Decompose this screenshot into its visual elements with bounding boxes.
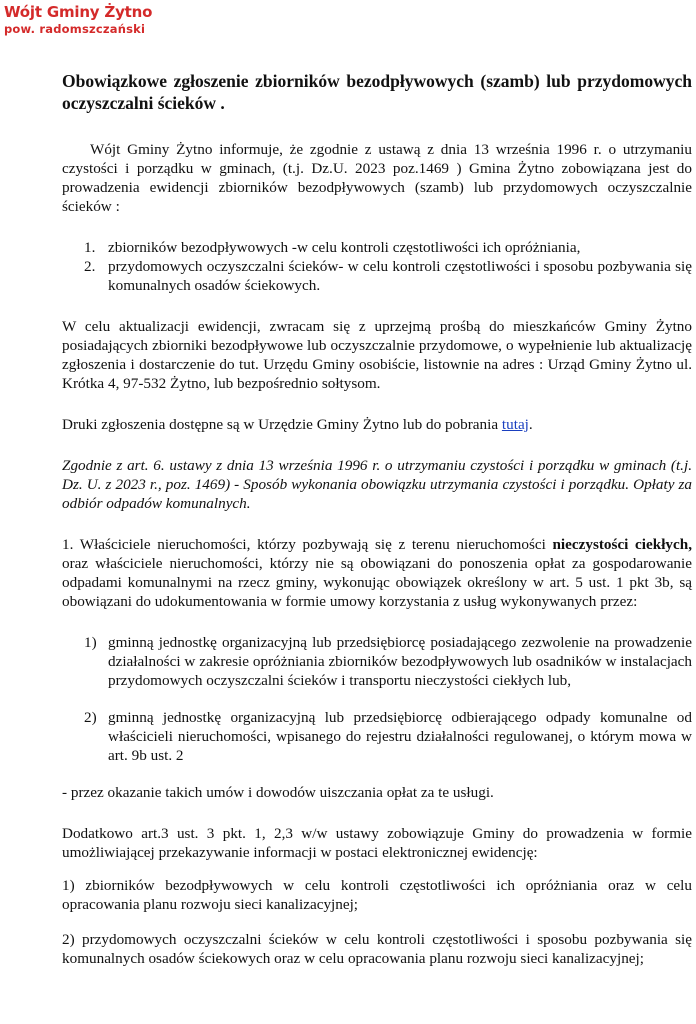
article-paragraph xyxy=(62,535,692,611)
forms-paragraph xyxy=(62,415,692,434)
download-link[interactable]: tutaj xyxy=(501,416,529,433)
list-number: 1) xyxy=(84,634,97,651)
list-item-text: zbiorników bezodpływowych -w celu kontroli częstotliwości ich opróżniania, xyxy=(108,239,581,256)
article-bold: nieczystości ciekłych, xyxy=(552,536,692,553)
article-text-b: oraz właściciele nieruchomości, którzy nie są obowiązani do ponoszenia opłat za gospodarowanie odpadami komunalnymi na rzecz gminy, wykonując obowiązek określony w art. 5 ust. 1 pkt 3b, są obowiązani do udokumentowania w formie umowy korzystania z usług wykonywanych przez: xyxy=(62,555,692,610)
service-provider-list xyxy=(62,633,692,765)
list-item-text: przydomowych oczyszczalni ścieków- w celu kontroli częstotliwości i sposobu pozbywania się komunalnych osadów ściekowych. xyxy=(108,258,692,294)
list-item-text: gminną jednostkę organizacyjną lub przedsiębiorcę posiadającego zezwolenie na prowadzenie działalności w zakresie opróżniania zbiorników bezodpływowych lub osadników w instalacjach przydomowych oczyszczalni ścieków i transportu nieczystości ciekłych lub, xyxy=(108,634,692,689)
list-number: 2. xyxy=(84,258,96,275)
list-item-text: gminną jednostkę organizacyjną lub przedsiębiorcę odbierającego odpady komunalne od właścicieli nieruchomości, wpisanego do rejestru działalności regulowanej, o którym mowa w art. 9b ust. 2 xyxy=(108,709,692,764)
register-list xyxy=(62,238,692,295)
document-body xyxy=(62,70,692,968)
intro-paragraph: Wójt Gminy Żytno informuje, że zgodnie z ustawą z dnia 13 września 1996 r. o utrzymaniu czystości i porządku w gminach, (t.j. Dz.U. 2023 poz.1469 ) Gmina Żytno zobowiązana jest do prowadzenia ewidencji zbiorników bezodpływowych (szamb) lub przydomowych oczyszczalnie ścieków : xyxy=(62,141,692,215)
list-number: 1. xyxy=(84,239,96,256)
list-item xyxy=(62,238,692,257)
proof-paragraph: - przez okazanie takich umów i dowodów uiszczania opłat za te usługi. xyxy=(62,784,494,801)
additional-paragraph: Dodatkowo art.3 ust. 3 pkt. 1, 2,3 w/w ustawy zobowiązuje Gminy do prowadzenia w formie umożliwiającej przekazywanie informacji w postaci elektronicznej ewidencję: xyxy=(62,825,692,861)
document-title: Obowiązkowe zgłoszenie zbiorników bezodpływowych (szamb) lub przydomowych oczyszczalni ścieków . xyxy=(62,71,692,113)
office-stamp xyxy=(4,2,152,37)
update-paragraph: W celu aktualizacji ewidencji, zwracam się z uprzejmą prośbą do mieszkańców Gminy Żytno posiadających zbiorniki bezodpływowe lub oczyszczalnie przydomowe, o wypełnienie lub aktualizację zgłoszenia i dostarczenie do tut. Urzędu Gminy osobiście, listownie na adres : Urząd Gminy Żytno ul. Krótka 4, 97-532 Żytno, lub bezpośrednio sołtysom. xyxy=(62,318,692,392)
list-item xyxy=(62,257,692,295)
forms-end: . xyxy=(528,416,533,433)
forms-text: Druki zgłoszenia dostępne są w Urzędzie Gminy Żytno lub do pobrania xyxy=(62,416,502,433)
point-1-paragraph: 1) zbiorników bezodpływowych w celu kontroli częstotliwości ich opróżniania oraz w celu opracowania planu rozwoju sieci kanalizacyjnej; xyxy=(62,877,692,913)
list-item xyxy=(62,633,692,690)
list-number: 2) xyxy=(84,709,97,726)
stamp-line-1: Wójt Gminy Żytno xyxy=(4,3,153,21)
stamp-line-2: pow. radomszczański xyxy=(4,22,146,36)
point-2-paragraph: 2) przydomowych oczyszczalni ścieków w celu kontroli częstotliwości i sposobu pozbywania się komunalnych osadów ściekowych oraz w celu opracowania planu rozwoju sieci kanalizacyjnej; xyxy=(62,931,692,967)
list-item xyxy=(62,708,692,765)
legal-basis-paragraph: Zgodnie z art. 6. ustawy z dnia 13 września 1996 r. o utrzymaniu czystości i porządku w gminach (t.j. Dz. U. z 2023 r., poz. 1469) - Sposób wykonania obowiązku utrzymania czystości i porządku. Opłaty za odbiór odpadów komunalnych. xyxy=(62,457,692,512)
article-text-a: 1. Właściciele nieruchomości, którzy pozbywają się z terenu nieruchomości xyxy=(62,536,553,553)
